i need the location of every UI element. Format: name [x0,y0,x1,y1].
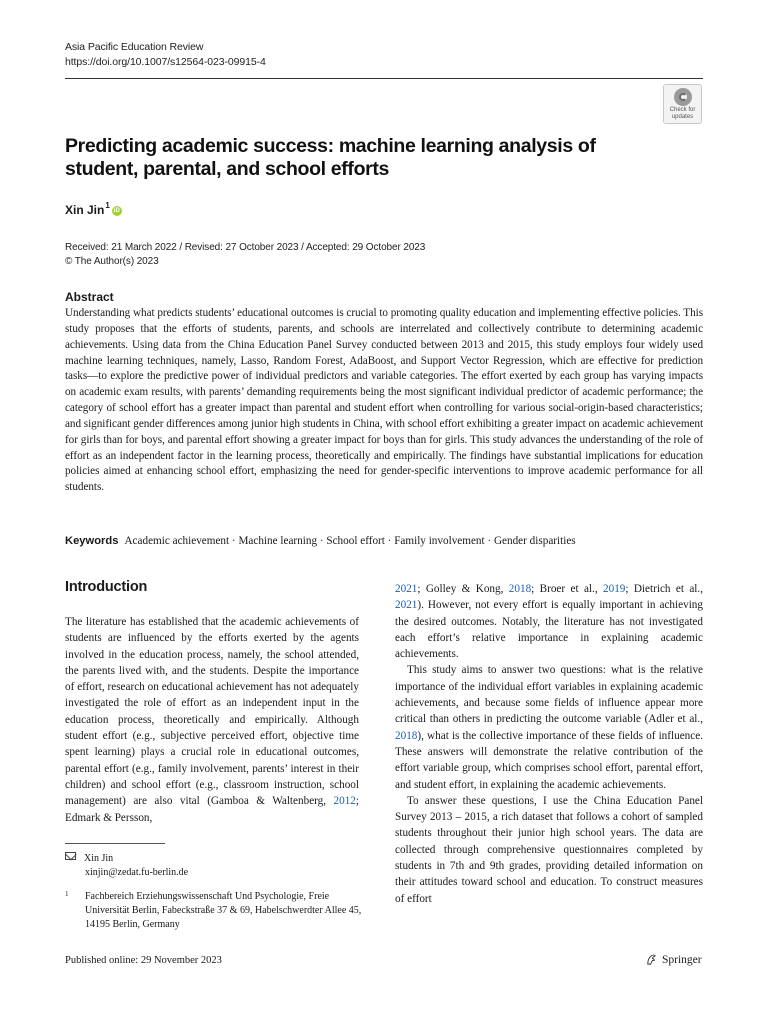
doi-link[interactable]: https://doi.org/10.1007/s12564-023-09915-4 [65,56,266,68]
citation-link[interactable]: 2021 [395,599,418,612]
affiliation-footnote [65,890,365,932]
refresh-icon [674,88,692,106]
keywords-label: Keywords [65,535,119,547]
right-column [395,581,703,907]
affiliation-text: Fachbereich Erziehungswissenschaft Und Psychologie, Freie Universität Berlin, Fabeckstraße 37 & 69, Habelschwerdter Allee 45, 14195 Berlin, Germany [85,891,362,930]
check-for-updates-badge[interactable] [663,84,702,124]
published-date: Published online: 29 November 2023 [65,955,222,966]
keywords [65,534,576,549]
citation-link[interactable]: 2018 [395,729,418,742]
corresponding-author [65,852,188,880]
citation-link[interactable]: 2019 [603,583,626,595]
orcid-icon[interactable]: iD [113,208,120,214]
abstract-text: Understanding what predicts students’ educational outcomes is crucial to promoting quality education and implementing effective policies. This study proposes that the efforts of students, parents, and schools are interrelated and collectively contribute to determining academic achievements. Using data from the China Education Panel Survey conducted between 2013 and 2015, this study employs four widely used machine learning techniques, namely, Lasso, Random Forest, AdaBoost, and Support Vector Regression, which are effective for prediction tasks—to explore the predictive power of individual predictors and variable categories. The effort exerted by each group has varying impacts on academic exam results, with parents’ demanding requirements being the most significant individual predictor of academic performance; the category of school effort has a greater impact than parental and student effort when controlling for various social-origin-based characteristics; and significant gender differences among junior high students in China, with school effort exhibiting a greater impact on academic achievement for girls than for boys, and parental effort showing a greater impact for boys than for girls. This study advances the understanding of the role of effort as an independent factor in the learning process, theoretically and empirically. The findings have substantial implications for education policies aimed at enhancing school effort, emphasizing the need for gender-specific interventions to improve academic performance for all students. [65,307,703,494]
author-line [65,203,122,217]
affiliation-number: 1 [65,890,69,898]
article-dates [65,241,425,269]
copyright: © The Author(s) 2023 [65,256,159,267]
contact-email[interactable]: xinjin@zedat.fu-berlin.de [85,867,189,878]
header-divider [65,78,703,79]
envelope-icon [65,852,76,860]
springer-horse-icon [645,953,658,966]
journal-header [65,40,266,70]
paragraph: 2021; Golley & Kong, 2018; Broer et al., 2019; Dietrich et al., 2021). However, not every effort is equally important in achieving the desired outcomes. Notably, the literature has not investigated each effort’s relative importance in explaining academic achievements. [395,583,703,661]
publisher-name: Springer [662,953,702,966]
article-title: Predicting academic success: machine learning analysis of student, parental, and school efforts [65,135,596,180]
citation-link[interactable]: 2012 [333,795,356,808]
publisher-logo[interactable] [645,953,702,966]
keywords-list: Academic achievement · Machine learning · School effort · Family involvement · Gender disparities [124,535,576,547]
affiliation-mark: 1 [105,201,110,210]
contact-name: Xin Jin [84,853,114,864]
history-dates: Received: 21 March 2022 / Revised: 27 October 2023 / Accepted: 29 October 2023 [65,242,426,253]
introduction-heading: Introduction [65,579,148,595]
footnote-divider [65,843,165,844]
paragraph: The literature has established that the academic achievements of students are influenced by the efforts exerted by the agents involved in the education process, namely, the school attended, the parents lived with, and the students. Despite the importance of effort, research on educational achievement has not adequately investigated the role of effort as an independent input in the education process, theoretically and empirically. Although student effort (e.g., subjective perceived effort, objective time spent learning) plays a crucial role in educational outcomes, parental effort (e.g., family involvement, parents’ interest in their children) and school effort (e.g., classroom instruction, school management) are also vital (Gamboa & Waltenberg, 2012; Edmark & Persson, [65,616,359,824]
citation-link[interactable]: 2021 [395,583,418,595]
left-column [65,614,359,826]
paragraph: This study aims to answer two questions: what is the relative importance of the individual effort variables in explaining academic achievements, and because some fields of influence appear more critical than others in predicting the outcome variable (Adler et al., 2018), what is the collective importance of these fields of influence. These answers will demonstrate the relative contribution of the effort variable group, which comprises school effort, parental effort, and student effort, in explaining the academic achievements. [395,664,703,791]
abstract-heading: Abstract [65,290,114,304]
citation-link[interactable]: 2018 [508,583,532,595]
badge-label: Check for updates [669,107,696,120]
journal-name: Asia Pacific Education Review [65,41,204,53]
author-name[interactable]: Xin Jin [65,203,105,217]
paragraph: To answer these questions, I use the China Education Panel Survey 2013 – 2015, a rich dataset that follows a cohort of sampled students throughout their junior high school years. The data are collected through comprehensive questionnaires completed by students in 7th and 9th grades, providing detailed information on their attitudes toward school and education. To construct measures of effort [395,794,703,905]
